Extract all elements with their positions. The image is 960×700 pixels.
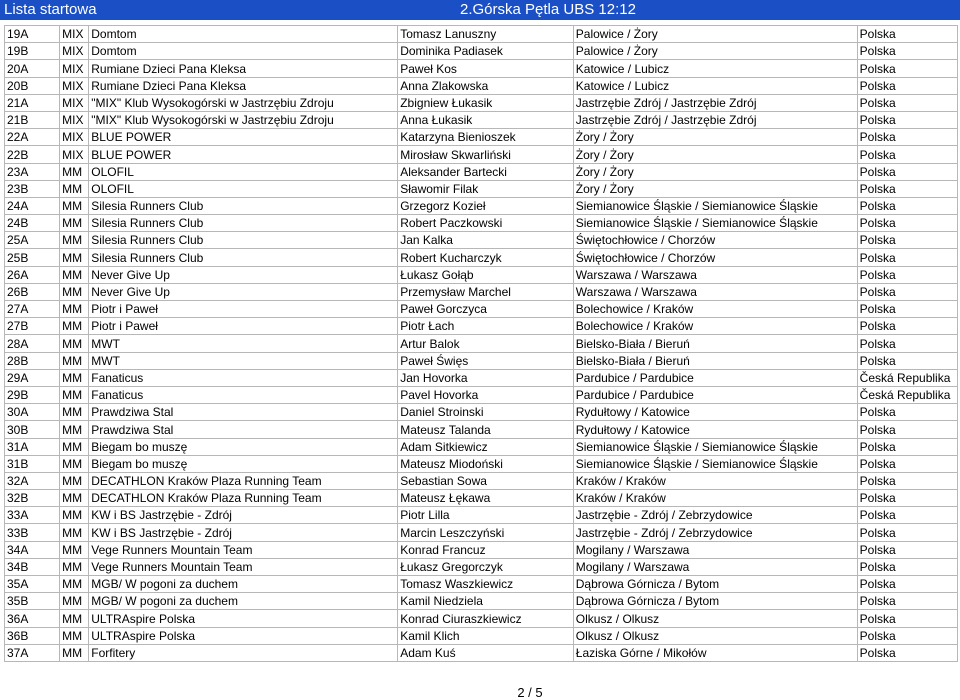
category-cell: MM (60, 335, 89, 352)
start-number-cell: 27A (5, 301, 60, 318)
competitor-name-cell: Mirosław Skwarliński (398, 146, 574, 163)
category-cell: MM (60, 610, 89, 627)
start-number-cell: 21A (5, 94, 60, 111)
category-cell: MM (60, 180, 89, 197)
competitor-name-cell: Grzegorz Kozieł (398, 197, 574, 214)
city-cell: Rydułtowy / Katowice (573, 421, 857, 438)
category-cell: MIX (60, 26, 89, 43)
competitor-name-cell: Marcin Leszczyński (398, 524, 574, 541)
team-name-cell: Biegam bo muszę (89, 438, 398, 455)
table-row (5, 197, 958, 214)
country-cell: Polska (857, 266, 957, 283)
city-cell: Żory / Żory (573, 180, 857, 197)
start-number-cell: 36B (5, 627, 60, 644)
category-cell: MIX (60, 94, 89, 111)
start-number-cell: 22B (5, 146, 60, 163)
team-name-cell: Never Give Up (89, 283, 398, 300)
country-cell: Polska (857, 576, 957, 593)
start-number-cell: 25B (5, 249, 60, 266)
city-cell: Siemianowice Śląskie / Siemianowice Śląskie (573, 455, 857, 472)
city-cell: Siemianowice Śląskie / Siemianowice Śląskie (573, 438, 857, 455)
table-row (5, 507, 958, 524)
team-name-cell: ULTRAspire Polska (89, 627, 398, 644)
table-row (5, 610, 958, 627)
category-cell: MM (60, 490, 89, 507)
start-number-cell: 30A (5, 404, 60, 421)
city-cell: Palowice / Żory (573, 26, 857, 43)
country-cell: Česká Republika (857, 386, 957, 403)
category-cell: MIX (60, 111, 89, 128)
country-cell: Polska (857, 593, 957, 610)
category-cell: MM (60, 627, 89, 644)
competitor-name-cell: Tomasz Lanuszny (398, 26, 574, 43)
competitor-name-cell: Anna Łukasik (398, 111, 574, 128)
competitor-name-cell: Artur Balok (398, 335, 574, 352)
team-name-cell: Domtom (89, 43, 398, 60)
city-cell: Jastrzębie - Zdrój / Zebrzydowice (573, 507, 857, 524)
category-cell: MIX (60, 77, 89, 94)
competitor-name-cell: Dominika Padiasek (398, 43, 574, 60)
start-number-cell: 25A (5, 232, 60, 249)
country-cell: Polska (857, 43, 957, 60)
country-cell: Polska (857, 232, 957, 249)
category-cell: MIX (60, 146, 89, 163)
team-name-cell: Piotr i Paweł (89, 318, 398, 335)
country-cell: Polska (857, 610, 957, 627)
competitor-name-cell: Daniel Stroinski (398, 404, 574, 421)
competitor-name-cell: Mateusz Talanda (398, 421, 574, 438)
country-cell: Polska (857, 558, 957, 575)
category-cell: MM (60, 369, 89, 386)
category-cell: MIX (60, 60, 89, 77)
start-number-cell: 26B (5, 283, 60, 300)
city-cell: Pardubice / Pardubice (573, 386, 857, 403)
competitor-name-cell: Paweł Gorczyca (398, 301, 574, 318)
competitor-name-cell: Adam Sitkiewicz (398, 438, 574, 455)
team-name-cell: MGB/ W pogoni za duchem (89, 576, 398, 593)
team-name-cell: Forfitery (89, 644, 398, 661)
category-cell: MM (60, 524, 89, 541)
category-cell: MM (60, 421, 89, 438)
country-cell: Polska (857, 249, 957, 266)
city-cell: Mogilany / Warszawa (573, 558, 857, 575)
category-cell: MM (60, 541, 89, 558)
table-row (5, 215, 958, 232)
category-cell: MM (60, 644, 89, 661)
table-row (5, 524, 958, 541)
competitor-name-cell: Konrad Ciuraszkiewicz (398, 610, 574, 627)
country-cell: Polska (857, 541, 957, 558)
team-name-cell: Silesia Runners Club (89, 249, 398, 266)
start-number-cell: 33A (5, 507, 60, 524)
competitor-name-cell: Jan Kalka (398, 232, 574, 249)
city-cell: Jastrzębie Zdrój / Jastrzębie Zdrój (573, 111, 857, 128)
start-number-cell: 24A (5, 197, 60, 214)
city-cell: Żory / Żory (573, 163, 857, 180)
city-cell: Dąbrowa Górnicza / Bytom (573, 576, 857, 593)
table-row (5, 129, 958, 146)
team-name-cell: DECATHLON Kraków Plaza Running Team (89, 472, 398, 489)
start-number-cell: 29A (5, 369, 60, 386)
city-cell: Dąbrowa Górnicza / Bytom (573, 593, 857, 610)
category-cell: MM (60, 404, 89, 421)
category-cell: MIX (60, 43, 89, 60)
team-name-cell: KW i BS Jastrzębie - Zdrój (89, 524, 398, 541)
table-row (5, 627, 958, 644)
country-cell: Polska (857, 438, 957, 455)
city-cell: Warszawa / Warszawa (573, 266, 857, 283)
country-cell: Polska (857, 404, 957, 421)
table-row (5, 249, 958, 266)
table-row (5, 266, 958, 283)
competitor-name-cell: Przemysław Marchel (398, 283, 574, 300)
country-cell: Polska (857, 524, 957, 541)
table-row (5, 43, 958, 60)
start-number-cell: 19A (5, 26, 60, 43)
country-cell: Polska (857, 180, 957, 197)
competitor-name-cell: Robert Kucharczyk (398, 249, 574, 266)
country-cell: Polska (857, 644, 957, 661)
category-cell: MM (60, 249, 89, 266)
start-number-cell: 34B (5, 558, 60, 575)
city-cell: Żory / Żory (573, 146, 857, 163)
country-cell: Polska (857, 283, 957, 300)
city-cell: Siemianowice Śląskie / Siemianowice Śląskie (573, 197, 857, 214)
team-name-cell: DECATHLON Kraków Plaza Running Team (89, 490, 398, 507)
start-number-cell: 19B (5, 43, 60, 60)
start-number-cell: 37A (5, 644, 60, 661)
country-cell: Polska (857, 455, 957, 472)
competitor-name-cell: Mateusz Łękawa (398, 490, 574, 507)
country-cell: Polska (857, 421, 957, 438)
start-number-cell: 31A (5, 438, 60, 455)
team-name-cell: MGB/ W pogoni za duchem (89, 593, 398, 610)
city-cell: Świętochłowice / Chorzów (573, 232, 857, 249)
category-cell: MM (60, 472, 89, 489)
category-cell: MM (60, 576, 89, 593)
start-list-table (4, 25, 958, 662)
page-indicator: 2 / 5 (517, 685, 543, 700)
page-header (0, 0, 960, 20)
competitor-name-cell: Paweł Święs (398, 352, 574, 369)
team-name-cell: Vege Runners Mountain Team (89, 558, 398, 575)
start-number-cell: 20B (5, 77, 60, 94)
country-cell: Polska (857, 163, 957, 180)
category-cell: MM (60, 438, 89, 455)
team-name-cell: Silesia Runners Club (89, 197, 398, 214)
competitor-name-cell: Anna Zlakowska (398, 77, 574, 94)
team-name-cell: BLUE POWER (89, 146, 398, 163)
team-name-cell: Piotr i Paweł (89, 301, 398, 318)
start-number-cell: 28A (5, 335, 60, 352)
table-row (5, 404, 958, 421)
table-row (5, 455, 958, 472)
competitor-name-cell: Jan Hovorka (398, 369, 574, 386)
table-row (5, 421, 958, 438)
country-cell: Polska (857, 490, 957, 507)
competitor-name-cell: Piotr Lilla (398, 507, 574, 524)
team-name-cell: Vege Runners Mountain Team (89, 541, 398, 558)
city-cell: Bolechowice / Kraków (573, 301, 857, 318)
table-row (5, 352, 958, 369)
country-cell: Polska (857, 472, 957, 489)
team-name-cell: Rumiane Dzieci Pana Kleksa (89, 60, 398, 77)
start-number-cell: 35B (5, 593, 60, 610)
city-cell: Olkusz / Olkusz (573, 627, 857, 644)
city-cell: Żory / Żory (573, 129, 857, 146)
country-cell: Polska (857, 197, 957, 214)
table-row (5, 26, 958, 43)
start-number-cell: 27B (5, 318, 60, 335)
country-cell: Polska (857, 94, 957, 111)
city-cell: Katowice / Lubicz (573, 60, 857, 77)
category-cell: MM (60, 215, 89, 232)
country-cell: Polska (857, 352, 957, 369)
table-row (5, 335, 958, 352)
city-cell: Palowice / Żory (573, 43, 857, 60)
table-row (5, 77, 958, 94)
competitor-name-cell: Adam Kuś (398, 644, 574, 661)
start-number-cell: 21B (5, 111, 60, 128)
team-name-cell: Fanaticus (89, 386, 398, 403)
team-name-cell: OLOFIL (89, 180, 398, 197)
team-name-cell: MWT (89, 352, 398, 369)
city-cell: Olkusz / Olkusz (573, 610, 857, 627)
country-cell: Polska (857, 60, 957, 77)
team-name-cell: Prawdziwa Stal (89, 421, 398, 438)
competitor-name-cell: Kamil Niedziela (398, 593, 574, 610)
team-name-cell: BLUE POWER (89, 129, 398, 146)
table-row (5, 180, 958, 197)
competitor-name-cell: Sebastian Sowa (398, 472, 574, 489)
country-cell: Česká Republika (857, 369, 957, 386)
team-name-cell: Never Give Up (89, 266, 398, 283)
start-number-cell: 32A (5, 472, 60, 489)
country-cell: Polska (857, 146, 957, 163)
start-number-cell: 36A (5, 610, 60, 627)
city-cell: Kraków / Kraków (573, 472, 857, 489)
category-cell: MM (60, 301, 89, 318)
city-cell: Pardubice / Pardubice (573, 369, 857, 386)
team-name-cell: KW i BS Jastrzębie - Zdrój (89, 507, 398, 524)
table-row (5, 490, 958, 507)
team-name-cell: "MIX" Klub Wysokogórski w Jastrzębiu Zdroju (89, 94, 398, 111)
table-row (5, 558, 958, 575)
team-name-cell: MWT (89, 335, 398, 352)
table-row (5, 541, 958, 558)
competitor-name-cell: Konrad Francuz (398, 541, 574, 558)
competitor-name-cell: Zbigniew Łukasik (398, 94, 574, 111)
table-row (5, 283, 958, 300)
table-row (5, 111, 958, 128)
document-title: Lista startowa (4, 1, 97, 18)
table-row (5, 472, 958, 489)
category-cell: MIX (60, 129, 89, 146)
city-cell: Kraków / Kraków (573, 490, 857, 507)
country-cell: Polska (857, 129, 957, 146)
team-name-cell: Biegam bo muszę (89, 455, 398, 472)
competitor-name-cell: Pavel Hovorka (398, 386, 574, 403)
table-row (5, 94, 958, 111)
city-cell: Mogilany / Warszawa (573, 541, 857, 558)
start-number-cell: 23A (5, 163, 60, 180)
table-row (5, 369, 958, 386)
team-name-cell: Prawdziwa Stal (89, 404, 398, 421)
table-row (5, 438, 958, 455)
table-row (5, 318, 958, 335)
city-cell: Siemianowice Śląskie / Siemianowice Śląskie (573, 215, 857, 232)
team-name-cell: OLOFIL (89, 163, 398, 180)
city-cell: Bolechowice / Kraków (573, 318, 857, 335)
start-number-cell: 22A (5, 129, 60, 146)
city-cell: Warszawa / Warszawa (573, 283, 857, 300)
country-cell: Polska (857, 215, 957, 232)
city-cell: Bielsko-Biała / Bieruń (573, 335, 857, 352)
category-cell: MM (60, 197, 89, 214)
competitor-name-cell: Katarzyna Bienioszek (398, 129, 574, 146)
city-cell: Łaziska Górne / Mikołów (573, 644, 857, 661)
category-cell: MM (60, 352, 89, 369)
city-cell: Bielsko-Biała / Bieruń (573, 352, 857, 369)
country-cell: Polska (857, 26, 957, 43)
city-cell: Jastrzębie Zdrój / Jastrzębie Zdrój (573, 94, 857, 111)
team-name-cell: Domtom (89, 26, 398, 43)
country-cell: Polska (857, 335, 957, 352)
category-cell: MM (60, 558, 89, 575)
country-cell: Polska (857, 301, 957, 318)
city-cell: Świętochłowice / Chorzów (573, 249, 857, 266)
competitor-name-cell: Robert Paczkowski (398, 215, 574, 232)
competitor-name-cell: Sławomir Filak (398, 180, 574, 197)
category-cell: MM (60, 386, 89, 403)
table-row (5, 232, 958, 249)
team-name-cell: Fanaticus (89, 369, 398, 386)
start-number-cell: 31B (5, 455, 60, 472)
start-number-cell: 34A (5, 541, 60, 558)
start-number-cell: 29B (5, 386, 60, 403)
table-row (5, 576, 958, 593)
category-cell: MM (60, 593, 89, 610)
team-name-cell: Silesia Runners Club (89, 215, 398, 232)
category-cell: MM (60, 232, 89, 249)
table-row (5, 644, 958, 661)
team-name-cell: Silesia Runners Club (89, 232, 398, 249)
category-cell: MM (60, 318, 89, 335)
category-cell: MM (60, 283, 89, 300)
city-cell: Katowice / Lubicz (573, 77, 857, 94)
team-name-cell: "MIX" Klub Wysokogórski w Jastrzębiu Zdroju (89, 111, 398, 128)
category-cell: MM (60, 266, 89, 283)
team-name-cell: ULTRAspire Polska (89, 610, 398, 627)
start-number-cell: 20A (5, 60, 60, 77)
table-row (5, 60, 958, 77)
city-cell: Jastrzębie - Zdrój / Zebrzydowice (573, 524, 857, 541)
table-row (5, 593, 958, 610)
table-row (5, 146, 958, 163)
team-name-cell: Rumiane Dzieci Pana Kleksa (89, 77, 398, 94)
start-number-cell: 23B (5, 180, 60, 197)
event-title: 2.Górska Pętla UBS 12:12 (460, 1, 636, 18)
start-number-cell: 24B (5, 215, 60, 232)
competitor-name-cell: Mateusz Miodoński (398, 455, 574, 472)
category-cell: MM (60, 163, 89, 180)
start-number-cell: 32B (5, 490, 60, 507)
start-number-cell: 28B (5, 352, 60, 369)
category-cell: MM (60, 455, 89, 472)
start-number-cell: 33B (5, 524, 60, 541)
competitor-name-cell: Aleksander Bartecki (398, 163, 574, 180)
competitor-name-cell: Łukasz Gregorczyk (398, 558, 574, 575)
category-cell: MM (60, 507, 89, 524)
country-cell: Polska (857, 627, 957, 644)
country-cell: Polska (857, 507, 957, 524)
table-row (5, 163, 958, 180)
competitor-name-cell: Tomasz Waszkiewicz (398, 576, 574, 593)
country-cell: Polska (857, 77, 957, 94)
country-cell: Polska (857, 318, 957, 335)
start-number-cell: 30B (5, 421, 60, 438)
city-cell: Rydułtowy / Katowice (573, 404, 857, 421)
table-row (5, 386, 958, 403)
competitor-name-cell: Piotr Łach (398, 318, 574, 335)
competitor-name-cell: Kamil Klich (398, 627, 574, 644)
competitor-name-cell: Paweł Kos (398, 60, 574, 77)
table-row (5, 301, 958, 318)
country-cell: Polska (857, 111, 957, 128)
start-number-cell: 26A (5, 266, 60, 283)
competitor-name-cell: Łukasz Gołąb (398, 266, 574, 283)
start-number-cell: 35A (5, 576, 60, 593)
